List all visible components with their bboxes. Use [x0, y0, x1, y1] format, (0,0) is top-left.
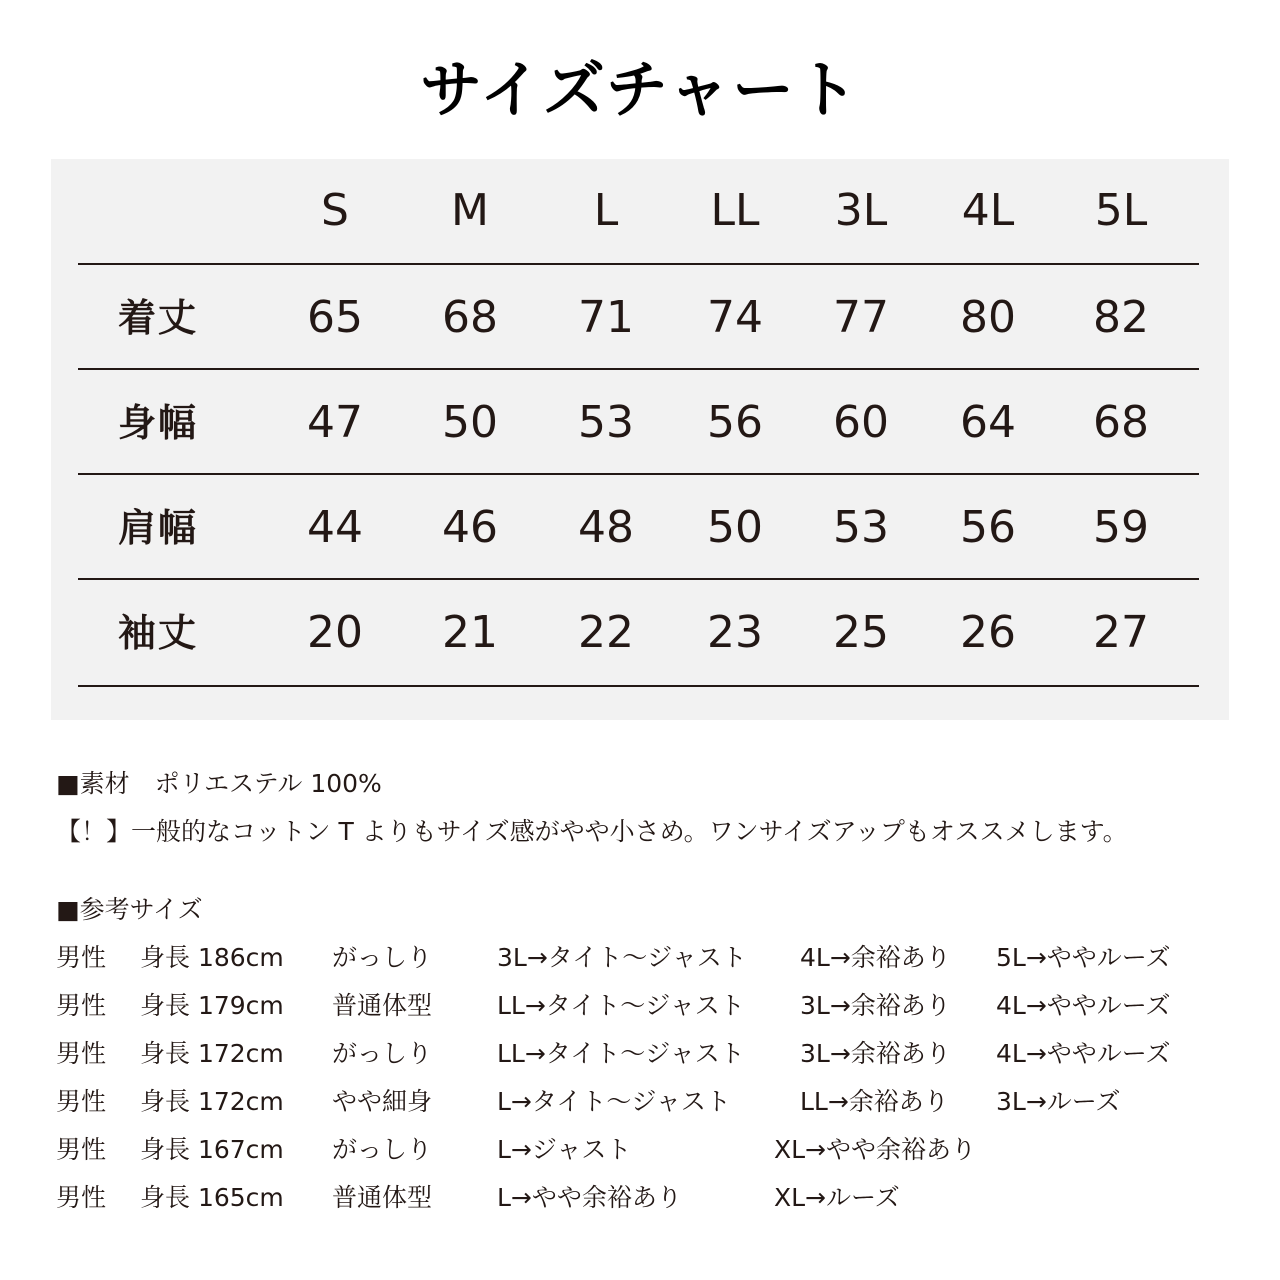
- ref-build: 普通体型: [332, 991, 433, 1020]
- reference-row: [56, 1126, 1256, 1174]
- reference-row: [56, 1030, 1256, 1078]
- ref-build: がっしり: [332, 1039, 433, 1068]
- ref-gender: 男性: [56, 1039, 107, 1068]
- table-cell: 60: [833, 396, 889, 448]
- ref-fit-b: XL→ルーズ: [774, 1183, 900, 1212]
- ref-fit-b: 3L→余裕あり: [800, 1039, 951, 1068]
- table-cell: 56: [707, 396, 763, 448]
- table-cell: 64: [960, 396, 1016, 448]
- table-cell: 20: [307, 606, 363, 658]
- table-cell: 68: [1093, 396, 1149, 448]
- table-row-body-width: [78, 368, 1199, 475]
- table-row-shoulder-width: [78, 473, 1199, 580]
- reference-row: [56, 982, 1256, 1030]
- ref-gender: 男性: [56, 1183, 107, 1212]
- ref-fit-c: 5L→ややルーズ: [996, 943, 1171, 972]
- table-cell: 74: [707, 291, 763, 343]
- table-row-sleeve-length: [78, 578, 1199, 687]
- size-header-5l: 5L: [1094, 185, 1148, 236]
- table-cell: 82: [1093, 291, 1149, 343]
- table-cell: 21: [442, 606, 498, 658]
- size-header-s: S: [321, 185, 349, 236]
- ref-height: 身長 172cm: [140, 1087, 284, 1116]
- size-note-text: 【！】一般的なコットン T よりもサイズ感がやや小さめ。ワンサイズアップもオススメします。: [56, 817, 1128, 846]
- table-cell: 48: [578, 501, 634, 553]
- ref-fit-a: L→ジャスト: [497, 1135, 632, 1164]
- ref-fit-b: 4L→余裕あり: [800, 943, 951, 972]
- ref-gender: 男性: [56, 943, 107, 972]
- table-cell: 50: [442, 396, 498, 448]
- table-cell: 44: [307, 501, 363, 553]
- table-cell: 77: [833, 291, 889, 343]
- table-cell: 71: [578, 291, 634, 343]
- ref-fit-a: LL→タイト～ジャスト: [497, 991, 745, 1020]
- ref-height: 身長 186cm: [140, 943, 284, 972]
- ref-gender: 男性: [56, 991, 107, 1020]
- ref-height: 身長 179cm: [140, 991, 284, 1020]
- size-header-ll: LL: [710, 185, 760, 236]
- table-cell: 56: [960, 501, 1016, 553]
- ref-gender: 男性: [56, 1087, 107, 1116]
- table-cell: 59: [1093, 501, 1149, 553]
- ref-build: やや細身: [332, 1087, 433, 1116]
- size-header-m: M: [451, 185, 489, 236]
- reference-row: [56, 1078, 1256, 1126]
- ref-build: がっしり: [332, 1135, 433, 1164]
- ref-fit-c: 3L→ルーズ: [996, 1087, 1121, 1116]
- material-text: ■素材 ポリエステル 100%: [56, 769, 382, 798]
- row-label: 肩幅: [118, 505, 199, 550]
- table-cell: 68: [442, 291, 498, 343]
- ref-fit-a: L→タイト～ジャスト: [497, 1087, 731, 1116]
- size-header-l: L: [593, 185, 619, 236]
- table-row-length: [78, 263, 1199, 370]
- reference-title: ■参考サイズ: [56, 895, 203, 924]
- ref-build: 普通体型: [332, 1183, 433, 1212]
- table-cell: 50: [707, 501, 763, 553]
- notes-section: [56, 760, 1256, 856]
- page-title: サイズチャート: [420, 53, 860, 126]
- table-cell: 23: [707, 606, 763, 658]
- table-cell: 46: [442, 501, 498, 553]
- table-cell: 26: [960, 606, 1016, 658]
- table-cell: 22: [578, 606, 634, 658]
- size-table: [51, 159, 1229, 720]
- ref-fit-a: L→やや余裕あり: [497, 1183, 682, 1212]
- ref-fit-c: 4L→ややルーズ: [996, 1039, 1171, 1068]
- table-cell: 25: [833, 606, 889, 658]
- ref-height: 身長 172cm: [140, 1039, 284, 1068]
- ref-height: 身長 167cm: [140, 1135, 284, 1164]
- reference-row: [56, 934, 1256, 982]
- ref-build: がっしり: [332, 943, 433, 972]
- ref-fit-b: XL→やや余裕あり: [774, 1135, 977, 1164]
- table-cell: 27: [1093, 606, 1149, 658]
- ref-fit-a: LL→タイト～ジャスト: [497, 1039, 745, 1068]
- ref-gender: 男性: [56, 1135, 107, 1164]
- row-label: 着丈: [118, 295, 199, 340]
- reference-row: [56, 1174, 1256, 1222]
- size-header-3l: 3L: [834, 185, 888, 236]
- ref-fit-b: LL→余裕あり: [800, 1087, 949, 1116]
- table-cell: 53: [578, 396, 634, 448]
- table-cell: 47: [307, 396, 363, 448]
- ref-fit-b: 3L→余裕あり: [800, 991, 951, 1020]
- table-header-row: [78, 159, 1199, 263]
- table-cell: 65: [307, 291, 363, 343]
- row-label: 身幅: [118, 400, 199, 445]
- row-label: 袖丈: [118, 610, 199, 655]
- ref-fit-a: 3L→タイト～ジャスト: [497, 943, 747, 972]
- size-header-4l: 4L: [961, 185, 1015, 236]
- ref-height: 身長 165cm: [140, 1183, 284, 1212]
- table-cell: 80: [960, 291, 1016, 343]
- table-cell: 53: [833, 501, 889, 553]
- ref-fit-c: 4L→ややルーズ: [996, 991, 1171, 1020]
